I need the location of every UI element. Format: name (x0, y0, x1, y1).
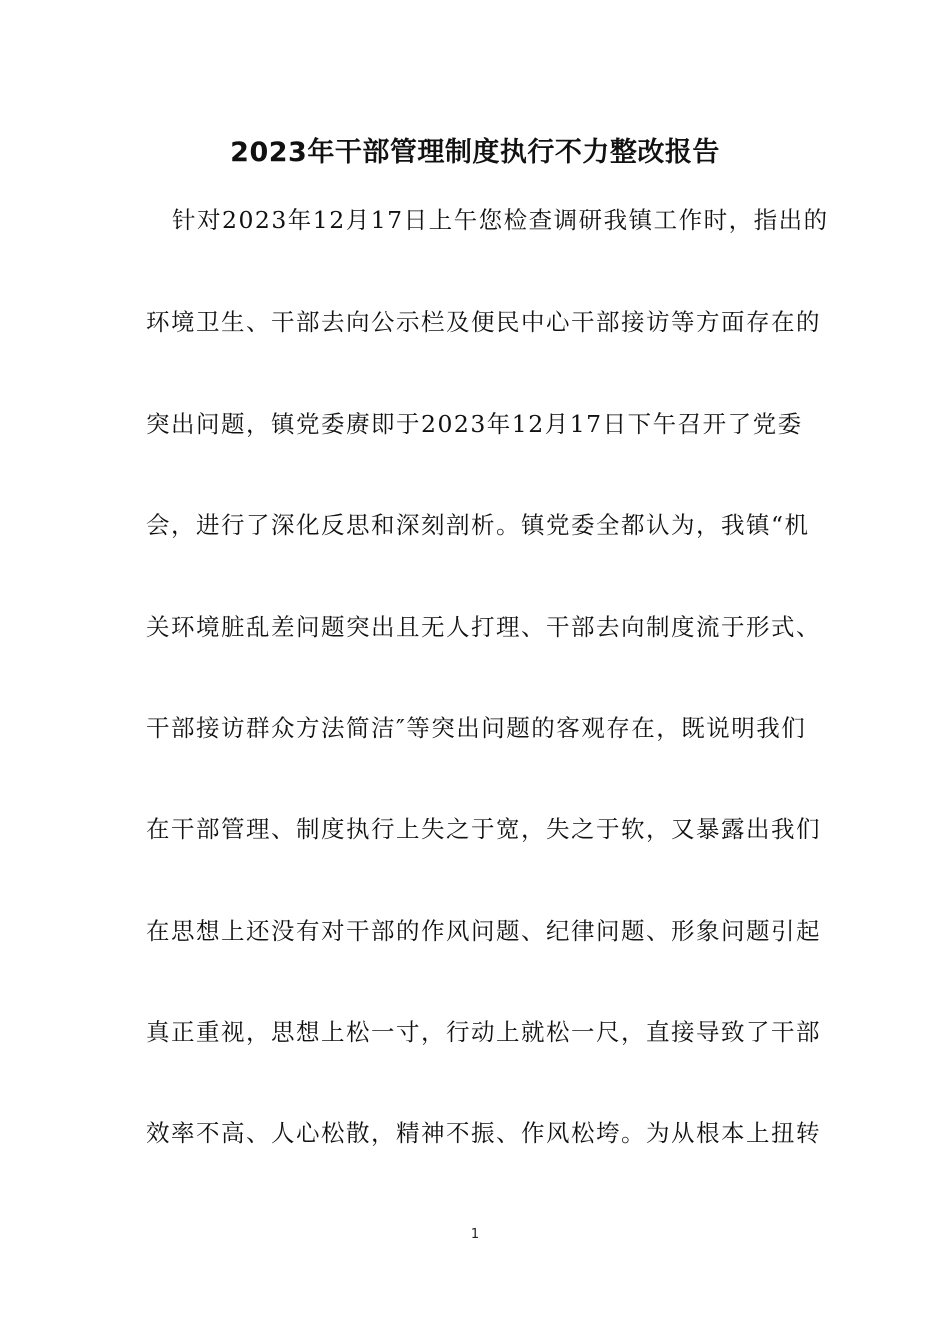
body-line: 关环境脏乱差问题突出且无人打理、干部去向制度流于形式、 (146, 613, 821, 641)
body-line: 在思想上还没有对干部的作风问题、纪律问题、形象问题引起 (146, 917, 821, 945)
body-line: 突出问题，镇党委赓即于2023年12月17日下午召开了党委 (146, 410, 803, 438)
body-line: 在干部管理、制度执行上失之于宽，失之于软，又暴露出我们 (146, 815, 821, 843)
body-line: 会，进行了深化反思和深刻剖析。镇党委全都认为，我镇“机 (146, 511, 810, 539)
document-title: 2023年干部管理制度执行不力整改报告 (230, 137, 720, 168)
page-number: 1 (470, 1227, 480, 1242)
body-line: 针对2023年12月17日上午您检查调研我镇工作时，指出的 (172, 206, 829, 234)
body-line: 真正重视，思想上松一寸，行动上就松一尺，直接导致了干部 (146, 1018, 821, 1046)
body-line: 环境卫生、干部去向公示栏及便民中心干部接访等方面存在的 (146, 308, 821, 336)
body-line: 效率不高、人心松散，精神不振、作风松垮。为从根本上扭转 (146, 1119, 821, 1147)
body-line: 干部接访群众方法简洁″等突出问题的客观存在，既说明我们 (146, 714, 807, 742)
